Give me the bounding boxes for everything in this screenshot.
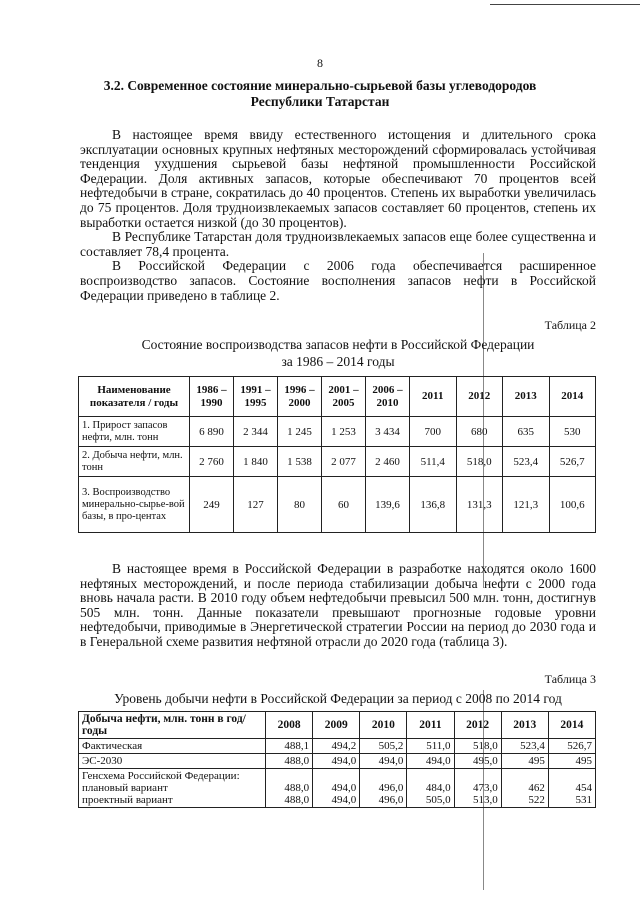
table-cell: 60 <box>322 477 366 533</box>
table-cell: 131,3 <box>456 477 503 533</box>
table-row <box>79 769 596 808</box>
table-cell: Фактическая <box>79 739 266 754</box>
table-row <box>79 477 596 533</box>
table-header-cell: 2008 <box>266 712 313 739</box>
plan-value: 454 <box>575 782 592 794</box>
paragraph-after-table2 <box>80 562 596 650</box>
table-cell: 6 890 <box>190 417 234 447</box>
table-cell <box>313 769 360 808</box>
plan-value: 473,0 <box>472 782 498 794</box>
section-title-line1: 3.2. Современное состояние минерально-сырьевой базы углеводородов <box>103 78 537 93</box>
table-cell: 2 760 <box>190 447 234 477</box>
table2-title-line1: Состояние воспроизводства запасов нефти в Российской Федерации <box>141 337 535 352</box>
paragraph: В настоящее время ввиду естественного истощения и длительного срока эксплуатации основных крупных нефтяных месторождений сформировалась устойчивая тенденция ухудшения сырьевой базы нефтяной промышленности Российской Федерации. Доля активных запасов, которые обеспечивают 70 процентов всей нефтедобычи в стране, сократилась до 40 процентов. Степень их выработки увеличилась до 75 процентов. Доля трудноизвлекаемых запасов составляет 60 процентов, степень их выработки остается низкой (до 30 процентов). <box>80 127 596 230</box>
table-cell: 488,1 <box>266 739 313 754</box>
table-header-row <box>79 377 596 417</box>
plan-value: 484,0 <box>425 782 451 794</box>
table-cell: 511,0 <box>407 739 454 754</box>
table-cell: 3 434 <box>366 417 410 447</box>
table-cell: 495 <box>548 754 595 769</box>
plan-value: 488,0 <box>284 782 310 794</box>
table3-title: Уровень добычи нефти в Российской Федерации за период с 2008 по 2014 год <box>114 691 562 706</box>
table-cell: 136,8 <box>410 477 457 533</box>
table-header-cell: 1996 – 2000 <box>278 377 322 417</box>
table-header-cell: 2012 <box>456 377 503 417</box>
project-value: 488,0 <box>284 794 310 806</box>
table-cell: 1 253 <box>322 417 366 447</box>
project-value: 505,0 <box>425 794 451 806</box>
table-header-cell: 2010 <box>360 712 407 739</box>
table-cell: 526,7 <box>548 739 595 754</box>
table-row <box>79 739 596 754</box>
table2-title <box>80 336 596 370</box>
table-header-cell: 2013 <box>503 377 550 417</box>
table-cell: 680 <box>456 417 503 447</box>
table-cell: 505,2 <box>360 739 407 754</box>
intro-paragraphs <box>80 128 596 303</box>
table-cell <box>454 769 501 808</box>
table-cell: 495 <box>501 754 548 769</box>
table2 <box>78 376 596 533</box>
plan-value: 496,0 <box>378 782 404 794</box>
table-cell: 2 460 <box>366 447 410 477</box>
table-row <box>79 754 596 769</box>
table-cell: ЭС-2030 <box>79 754 266 769</box>
section-heading <box>80 78 560 110</box>
table-header-cell: 2006 – 2010 <box>366 377 410 417</box>
table-cell <box>79 769 266 808</box>
table-header-cell: Наименование показателя / годы <box>79 377 190 417</box>
table-cell <box>266 769 313 808</box>
table-header-cell: 2014 <box>549 377 596 417</box>
table-cell: 127 <box>234 477 278 533</box>
table-cell: 518,0 <box>454 739 501 754</box>
table-cell: 2. Добыча нефти, млн. тонн <box>79 447 190 477</box>
project-value: 531 <box>575 794 592 806</box>
table-cell <box>360 769 407 808</box>
table-header-cell: Добыча нефти, млн. тонн в год/ годы <box>79 712 266 739</box>
table-cell: 494,0 <box>360 754 407 769</box>
table-header-cell: 1991 – 1995 <box>234 377 278 417</box>
table-cell: 249 <box>190 477 234 533</box>
table-header-cell: 2011 <box>410 377 457 417</box>
table-cell: 495,0 <box>454 754 501 769</box>
table-header-row <box>79 712 596 739</box>
paragraph: В настоящее время в Российской Федерации в разработке находятся около 1600 нефтяных месторождений, и после периода стабилизации добыча нефти с 2000 года вновь начала расти. В 2010 году объем нефтедобычи превысил 500 млн. тонн, достигнув 505 млн. тонн. Данные показатели превышают прогнозные годовые уровни нефтедобычи, приводимые в Энергетической стратегии России на период до 2030 года и в Генеральной схеме развития нефтяной отрасли до 2020 года (таблица 3). <box>80 561 596 649</box>
table-cell: 1 538 <box>278 447 322 477</box>
table-cell: 488,0 <box>266 754 313 769</box>
paragraph: В Российской Федерации с 2006 года обеспечивается расширенное воспроизводство запасов. Состояние восполнения запасов нефти в Российской Федерации приведено в таблице 2. <box>80 258 596 303</box>
table-cell: 635 <box>503 417 550 447</box>
table-cell: 494,2 <box>313 739 360 754</box>
project-value: 522 <box>528 794 545 806</box>
table-cell: 494,0 <box>407 754 454 769</box>
page-number: 8 <box>317 56 323 70</box>
table2-title-line2: за 1986 – 2014 годы <box>281 354 395 369</box>
table3-label: Таблица 3 <box>544 672 596 686</box>
table-cell: 511,4 <box>410 447 457 477</box>
plan-value: 494,0 <box>331 782 357 794</box>
table-cell: 530 <box>549 417 596 447</box>
table-header-cell: 2011 <box>407 712 454 739</box>
table-cell: 494,0 <box>313 754 360 769</box>
table-cell: 523,4 <box>503 447 550 477</box>
table-header-cell: 2014 <box>548 712 595 739</box>
table3 <box>78 711 596 808</box>
table-cell: 100,6 <box>549 477 596 533</box>
table-cell: 80 <box>278 477 322 533</box>
project-value: 513,0 <box>472 794 498 806</box>
plan-value: 462 <box>528 782 545 794</box>
table-cell <box>501 769 548 808</box>
table-cell: 1 840 <box>234 447 278 477</box>
table-cell: 1. Прирост запасов нефти, млн. тонн <box>79 417 190 447</box>
table-cell: 139,6 <box>366 477 410 533</box>
table-row <box>79 417 596 447</box>
table-header-cell: 2012 <box>454 712 501 739</box>
table-cell: 523,4 <box>501 739 548 754</box>
table-header-cell: 2013 <box>501 712 548 739</box>
table-header-cell: 2001 – 2005 <box>322 377 366 417</box>
project-value: 496,0 <box>378 794 404 806</box>
top-rule <box>490 4 640 5</box>
table-cell: 3. Воспроизводство минерально-сырье-вой базы, в про-центах <box>79 477 190 533</box>
table-row <box>79 447 596 477</box>
table-cell: 518,0 <box>456 447 503 477</box>
table-cell <box>548 769 595 808</box>
table-header-cell: 1986 – 1990 <box>190 377 234 417</box>
table-cell: 700 <box>410 417 457 447</box>
table2-label: Таблица 2 <box>544 318 596 332</box>
table-cell <box>407 769 454 808</box>
table-cell: 2 077 <box>322 447 366 477</box>
project-value: 494,0 <box>331 794 357 806</box>
paragraph: В Республике Татарстан доля трудноизвлекаемых запасов еще более существенна и составляет 78,4 процента. <box>80 229 596 259</box>
genscheme-label: Генсхема Российской Федерации: <box>82 770 240 782</box>
table-header-cell: 2009 <box>313 712 360 739</box>
table-cell: 2 344 <box>234 417 278 447</box>
plan-variant-label: плановый вариант <box>82 782 168 794</box>
table-cell: 1 245 <box>278 417 322 447</box>
section-title-line2: Республики Татарстан <box>250 94 390 109</box>
table-cell: 121,3 <box>503 477 550 533</box>
project-variant-label: проектный вариант <box>82 794 173 806</box>
table-cell: 526,7 <box>549 447 596 477</box>
